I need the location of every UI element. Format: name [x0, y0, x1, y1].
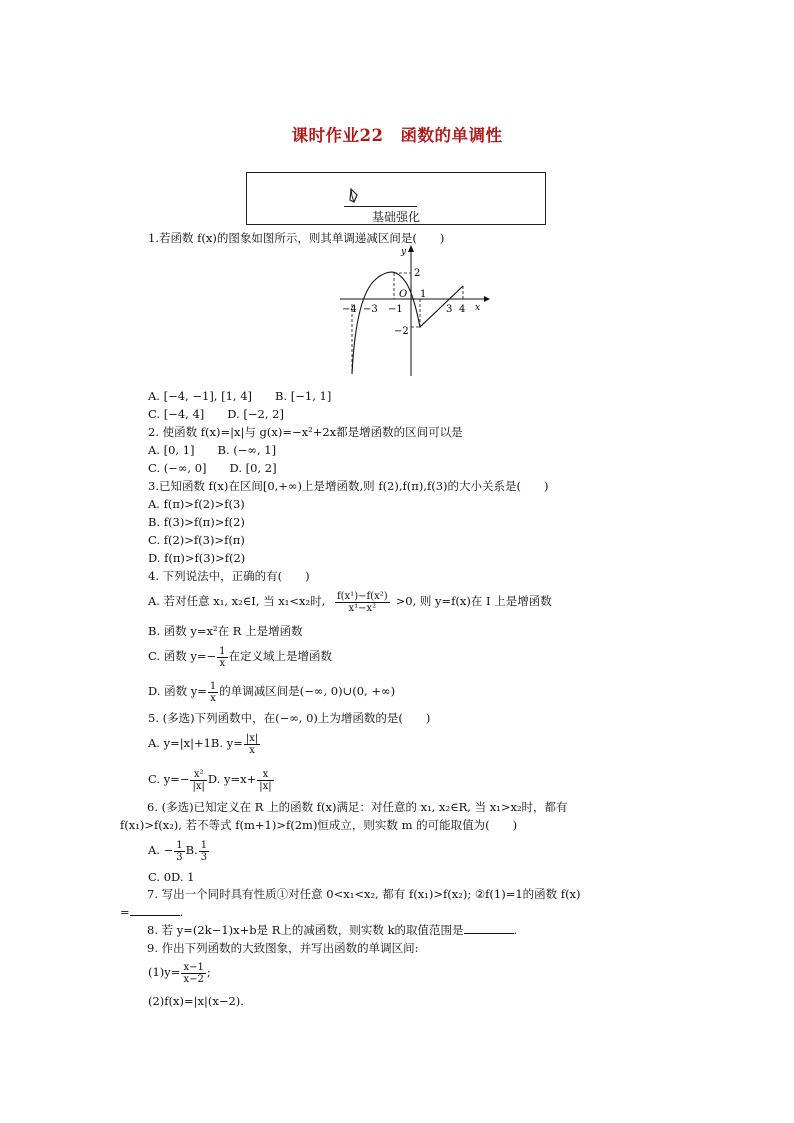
q4-c-denominator: x: [219, 657, 226, 669]
q5-d-fraction: [257, 769, 273, 792]
q2-options-ab: A. [0, 1] B. (−∞, 1]: [148, 443, 277, 457]
q8-line: [147, 923, 517, 937]
q1-options-ab: A. [−4, −1], [1, 4] B. [−1, 1]: [148, 389, 332, 403]
q6-line1: 6. (多选)已知定义在 R 上的函数 f(x)满足：对任意的 x₁, x₂∈R, 当 x₁>x₂时，都有: [147, 800, 568, 814]
xtick-4: 4: [459, 304, 466, 315]
q4-c-fraction: [217, 646, 227, 669]
q4-option-d: [148, 678, 395, 704]
x-axis-label: x: [475, 303, 481, 313]
q3-option-b: B. f(3)>f(π)>f(2): [148, 515, 245, 529]
q5-options-ab: [148, 729, 261, 757]
page-title: 课时作业22 函数的单调性: [291, 126, 503, 145]
q4-d-fraction: [208, 681, 218, 704]
q6-options-ab: [148, 836, 210, 864]
q9-p1-post: ;: [206, 965, 211, 979]
q9-part2: (2)f(x)=|x|(x−2).: [148, 994, 244, 1008]
xtick-neg4: −4: [342, 304, 357, 315]
q2-stem: 2. 使函数 f(x)=|x|与 g(x)=−x²+2x都是增函数的区间可以是: [148, 425, 463, 439]
q5-b-fraction: [244, 733, 260, 756]
q6-a-denominator: 3: [176, 851, 183, 863]
q5-d-numerator: x: [257, 769, 273, 781]
q4-c-pre: C. 函数 y=−: [148, 649, 217, 663]
q9-stem: 9. 作出下列函数的大致图象，并写出函数的单调区间:: [147, 941, 419, 955]
q4-a-fraction: [335, 591, 390, 614]
function-curve: [352, 272, 466, 374]
q8-answer-blank[interactable]: [464, 923, 514, 934]
q5-cd-pre: C. y=−: [148, 772, 190, 786]
q5-c-denominator: |x|: [192, 780, 205, 792]
q1-options-cd: C. [−4, 4] D. [−2, 2]: [148, 407, 284, 421]
q8-stem: 8. 若 y=(2k−1)x+b是 R上的减函数，则实数 k的取值范围是: [147, 923, 464, 937]
q5-d-denominator: |x|: [259, 780, 272, 792]
q4-a-numerator: f(x¹)−f(x²): [336, 590, 388, 602]
q9-p1-fraction: [181, 962, 205, 985]
y-axis-label: y: [401, 247, 407, 257]
q9-p1-denominator: x−2: [183, 973, 204, 985]
q6-b-numerator: 1: [200, 839, 208, 851]
q7-line1: 7. 写出一个同时具有性质①对任意 0<x₁<x₂, 都有 f(x₁)>f(x₂); ②f(1)=1的函数 f(x): [147, 887, 581, 901]
origin-label: O: [399, 289, 408, 300]
q4-a-pre: A. 若对任意 x₁, x₂∈I, 当 x₁<x₂时,: [148, 594, 326, 608]
xtick-1: 1: [420, 289, 427, 300]
q4-option-c: [148, 643, 332, 669]
q5-b-numerator: |x|: [245, 732, 259, 744]
q6-a-fraction: [174, 840, 184, 863]
q6-ab-pre: A. −: [148, 843, 174, 857]
q4-option-b: B. 函数 y=x²在 R 上是增函数: [148, 624, 303, 638]
q6-b-fraction: [199, 840, 209, 863]
q5-b-denominator: x: [249, 744, 255, 756]
q4-d-post: 的单调减区间是(−∞, 0)∪(0, +∞): [219, 684, 396, 698]
y-axis-arrow: [408, 245, 414, 252]
q4-c-post: 在定义域上是增函数: [228, 649, 332, 663]
q7-answer-blank[interactable]: [130, 905, 180, 916]
q4-d-denominator: x: [210, 692, 216, 704]
q7-eq: =: [120, 905, 130, 919]
q8-period: .: [513, 923, 518, 937]
q4-c-numerator: 1: [219, 645, 226, 657]
ytick-neg2: −2: [394, 326, 409, 337]
q3-option-d: D. f(π)>f(3)>f(2): [148, 551, 246, 565]
q4-a-post: >0, 则 y=f(x)在 I 上是增函数: [395, 594, 552, 608]
q7-period: .: [179, 905, 184, 919]
q6-ab-mid: B.: [185, 843, 198, 857]
section-label: 基础强化: [371, 210, 420, 224]
q3-option-c: C. f(2)>f(3)>f(π): [148, 533, 245, 547]
xtick-3: 3: [446, 304, 453, 315]
q4-option-a: [148, 588, 552, 614]
q3-option-a: A. f(π)>f(2)>f(3): [148, 497, 245, 511]
q9-part1: [148, 958, 211, 986]
q4-d-numerator: 1: [209, 680, 217, 692]
q5-stem: 5. (多选)下列函数中，在(−∞, 0)上为增函数的是( ): [148, 711, 431, 725]
q4-stem: 4. 下列说法中，正确的有( ): [148, 569, 310, 583]
q2-options-cd: C. (−∞, 0] D. [0, 2]: [148, 461, 277, 475]
q9-p1-pre: (1)y=: [148, 965, 181, 979]
xtick-neg3: −3: [363, 304, 378, 315]
ytick-2: 2: [414, 268, 421, 279]
q4-d-pre: D. 函数 y=: [148, 684, 207, 698]
xtick-neg1: −1: [388, 304, 403, 315]
q5-c-fraction: [190, 769, 206, 792]
pencil-icon: [348, 188, 362, 204]
section-header-box: [246, 172, 546, 225]
q6-line2: f(x₁)>f(x₂), 若不等式 f(m+1)>f(2m)恒成立，则实数 m 的可能取值为( ): [120, 818, 518, 832]
q1-function-graph: [338, 244, 490, 376]
q4-a-denominator: x¹−x²: [348, 602, 377, 614]
q5-ab-pre: A. y=|x|+1B. y=: [148, 736, 243, 750]
q9-p1-numerator: x−1: [183, 961, 204, 973]
q5-cd-mid: D. y=x+: [207, 772, 257, 786]
q3-stem: 3.已知函数 f(x)在区间[0,+∞)上是增函数,则 f(2),f(π),f(3)的大小关系是( ): [148, 479, 549, 493]
q6-options-cd: C. 0D. 1: [148, 870, 195, 884]
header-underline: [344, 206, 417, 207]
x-axis-arrow: [484, 296, 490, 302]
q6-b-denominator: 3: [200, 851, 208, 863]
q1-stem: 1.若函数 f(x)的图象如图所示，则其单调递减区间是( ): [148, 231, 445, 245]
q5-c-numerator: x²: [190, 769, 206, 781]
q6-a-numerator: 1: [176, 839, 183, 851]
q7-line2: [120, 905, 183, 919]
q5-options-cd: [148, 765, 275, 793]
